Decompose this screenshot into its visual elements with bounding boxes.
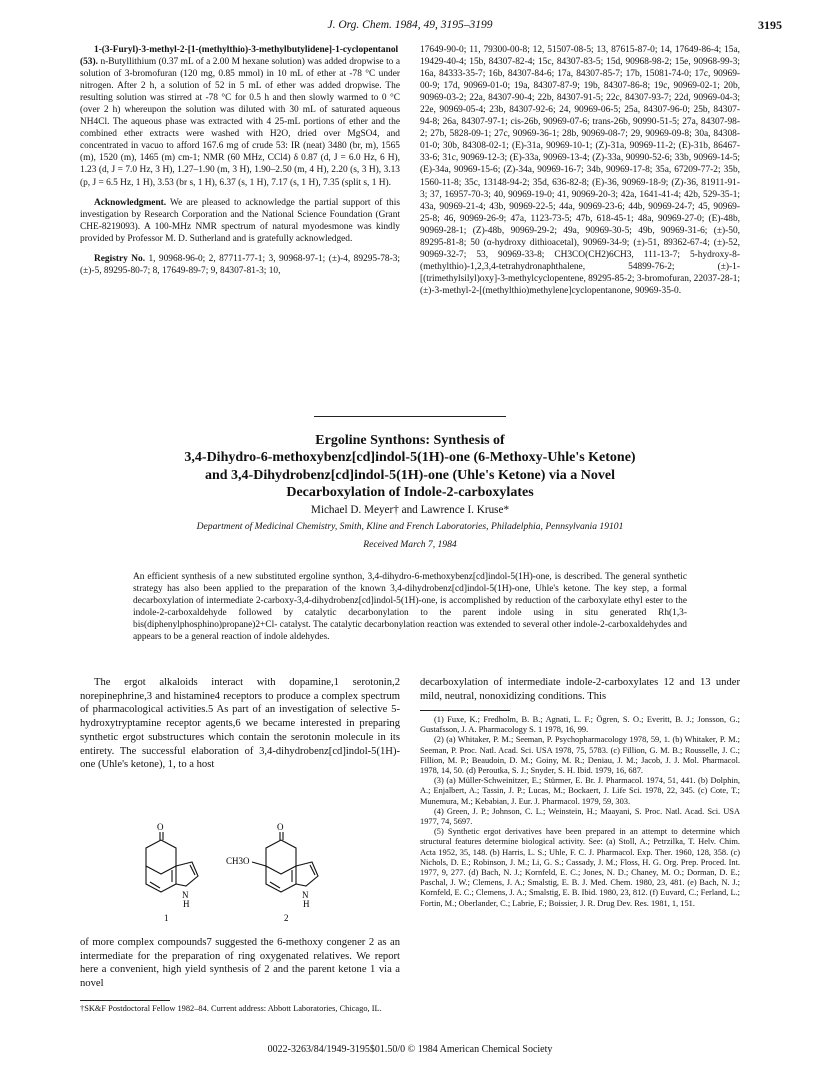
reference-item: (4) Green, J. P.; Johnson, C. L.; Weinstein, H.; Maayani, S. Proc. Natl. Acad. Sci. USA 1977, 74, 5697.	[420, 806, 740, 827]
left-column-top	[80, 44, 400, 277]
structure-2-nitrogen: N	[302, 890, 309, 900]
intro-paragraph-continued	[80, 936, 400, 991]
reference-item: (1) Fuxe, K.; Fredholm, B. B.; Agnati, L. F.; Ögren, S. O.; Everitt, B. J.; Jonsson, G.; Gustafsson, J. A. Pharmacology S. 1 1978, 16, 99.	[420, 715, 740, 735]
page-number: 3195	[758, 18, 782, 32]
title-line-4: Decarboxylation of Indole-2-carboxylates	[286, 485, 534, 501]
section-divider	[314, 416, 506, 417]
reference-item: (5) Synthetic ergot derivatives have been prepared in an attempt to determine which structural features determine biological activity. See: (a) Stoll, A.; Petrzilka, T. Helv. Chim. Acta 1952, 35, 148. (b) Harris, L. S.; Uhle, F. C. J. Pharmacol. Exp. Ther. 1960, 128, 358. (c) Nichols, D. E.; Robinson, J. M.; Li, G. S.; Cassady, J. M.; Floss, H. G. Org. Prep. Proced. Int. 1977, 9, 277. (d) Bach, N. J.; Kornfeld, E. C.; Jones, N. D.; Chaney, M. O.; Dorman, D. E.; Paschal, J. W.; Clemens, J. A.; Smalstig, E. B. J. Med. Chem. 1980, 23, 481. (e) Bach, N. J.; Kornfeld, E. C.; Clemens, J. A.; Smalstig, E. B. Ibid. 1980, 23, 812. (f) Euvard, C.; Ferland, L.; Fortin, M.; Oberlander, C.; Labrie, F.; Boissier, J. R. Drug Dev. Res. 1981, 1, 151.	[420, 827, 740, 908]
author-footnote: †SK&F Postdoctoral Fellow 1982–84. Current address: Abbott Laboratories, Chicago, IL.	[80, 1004, 382, 1013]
authors: Michael D. Meyer† and Lawrence I. Kruse*	[310, 504, 510, 516]
reference-item: (3) (a) Müller-Schweinitzer, E.; Stürmer, E. Br. J. Pharmacol. 1974, 51, 441. (b) Dolphin, A.; Enjalbert, A.; Tassin, J. P.; Lucas, M.; Bockaert, J. Life Sci. 1978, 22, 345. (c) Cote, T.; Munemura, M.; Kebabian, J. Eur. J. Pharmacol. 1979, 59, 303.	[420, 776, 740, 806]
structure-1	[146, 832, 198, 892]
registry-heading: Registry No.	[94, 253, 146, 264]
right-column-top	[420, 44, 740, 297]
title-line-1: Ergoline Synthons: Synthesis of	[315, 433, 505, 448]
structure-2	[252, 832, 318, 892]
title-line-3: and 3,4-Dihydrobenz[cd]indol-5(1H)-one (Uhle's Ketone) via a Novel	[204, 467, 615, 483]
experimental-paragraph	[80, 44, 400, 189]
structure-2-label: 2	[284, 913, 289, 923]
structure-1-label: 1	[164, 913, 169, 923]
registry-paragraph	[80, 253, 400, 277]
references-rule	[420, 710, 510, 711]
structure-2-hydrogen: H	[303, 899, 310, 909]
acknowledgment-heading: Acknowledgment.	[94, 197, 167, 208]
compound-procedure: n-Butyllithium (0.37 mL of a 2.00 M hexane solution) was added dropwise to a solution of 3-bromofuran (120 mg, 0.85 mmol) in 10 mL of ether at -78 °C under nitrogen. After 2 h, a solution of 52 in 5 mL of ether was added dropwise. The resulting solution was stirred at -78 °C for 0.5 h and then slowly warmed to 0 °C (over 2 h) whereupon the solution was diluted with 30 mL of saturated aqueous NH4Cl. The aqueous phase was extracted with 4 25-mL portions of ether and the combined ether extracts were washed with H2O, dried over MgSO4, and concentrated in vacuo to afford 167.6 mg of crude 53: IR (neat) 3480 (br, m), 1565 (m), 1520 (m), 1465 (m) cm-1; NMR (60 MHz, CCl4) δ 0.87 (d, J = 6.0 Hz, 6 H), 1.23 (d, J = 7.0 Hz, 3 H), 1.27–1.90 (m, 3 H), 1.90–2.50 (m, 4 H), 2.20 (s, 3 H), 3.13 (p, J = 6.5 Hz, 1 H), 3.53 (br s, 1 H), 6.37 (s, 1 H), 7.17 (s, 1 H), 7.35 (split s, 1 H).	[80, 57, 401, 188]
compound-title: 1-(3-Furyl)-3-methyl-2-[1-(methylthio)-3-methylbutylidene]-1-cyclopentanol (53).	[80, 45, 399, 68]
structure-2-methoxy: CH3O	[226, 856, 250, 866]
intro-text-continued: of more complex compounds7 suggested the 6-methoxy congener 2 as an intermediate for the preparation of ring oxygenated relatives. We report here a convenient, high yield synthesis of 2 and the parent ketone 1 via a novel	[80, 937, 400, 990]
abstract: An efficient synthesis of a new substituted ergoline synthon, 3,4-dihydro-6-methoxybenz[cd]indol-5(1H)-one, is described. The general synthetic strategy has also been applied to the preparation of the known 3,4-dihydrobenz[cd]indol-5(1H)-one, Uhle's ketone. The key step, a formal decarboxylation of intermediate 2-carboxy-3,4-dihydrobenz[cd]indol-5(1H)-one, is accomplished by reduction of the carboxylate ethyl ester to the indole-2-carboxaldehyde followed by catalytic decarbonylation to the parent indole using in situ generated Rh(1,3-bis(diphenylphosphino)propane)2+Cl- catalyst. The catalytic decarbonylation reaction was extended to several other indole-2-carboxaldehydes and appears to be a general reaction of indole aldehydes.	[133, 572, 687, 643]
received-date: Received March 7, 1984	[363, 539, 457, 550]
article-title	[60, 432, 760, 502]
structure-1-nitrogen: N	[182, 890, 189, 900]
structure-1-hydrogen: H	[183, 899, 190, 909]
reference-item: (2) (a) Whitaker, P. M.; Seeman, P. Psychopharmacology 1978, 59, 1. (b) Whitaker, P. M.; Seeman, P. Proc. Natl. Acad. Sci. USA 1978, 75, 5783. (c) Fillion, G. M. B.; Rousselle, J. C.; Fillion, M. P.; Beaudoin, D. M.; Goiny, M. R.; Deniau, J. M.; Jacob, J. J. Mol. Pharmacol. 1978, 14, 50. (d) Peroutka, S. J.; Snyder, S. H. Ibid. 1979, 16, 687.	[420, 735, 740, 776]
running-header: J. Org. Chem. 1984, 49, 3195–3199	[327, 19, 493, 31]
footnote-rule	[80, 1000, 170, 1001]
references-list	[420, 715, 740, 909]
page-footer: 0022-3263/84/1949-3195$01.50/0 © 1984 American Chemical Society	[267, 1044, 553, 1055]
registry-text: 1, 90968-96-0; 2, 87711-77-1; 3, 90968-97-1; (±)-4, 89295-78-3; (±)-5, 89295-80-7; 8, 17649-89-7; 9, 84307-81-3; 10,	[80, 253, 400, 276]
structure-1-oxygen: O	[157, 822, 164, 832]
intro-text: The ergot alkaloids interact with dopamine,1 serotonin,2 norepinephrine,3 and histamine4 receptors to produce a complex spectrum of pharmacological activities.5 As part of an investigation of selective 5-hydroxytryptamine receptor agents,6 we became interested in preparing synthetic ergot substructures which contain the serotonin molecule in its entirety. The successful elaboration of 3,4-dihydrobenz[cd]indol-5(1H)-one (Uhle's ketone), 1, to a host	[80, 677, 400, 771]
registry-continued: 17649-90-0; 11, 79300-00-8; 12, 51507-08-5; 13, 87615-87-0; 14, 17649-86-4; 15a, 19429-40-4; 15b, 84307-82-4; 15c, 84307-83-5; 15d, 90968-98-2; 15e, 90968-99-3; 16a, 84333-35-7; 16b, 84307-84-6; 17a, 84307-85-7; 17b, 15081-74-0; 17c, 90969-00-9; 17d, 90969-01-0; 19a, 84307-87-9; 19b, 84307-86-8; 19c, 90969-02-1; 20b, 90969-03-2; 22a, 84307-90-4; 22b, 84307-91-5; 22c, 84307-93-7; 22d, 90969-04-3; 22e, 90969-05-4; 23b, 84307-92-6; 24, 90969-06-5; 25a, 84307-96-0; 25b, 84307-94-8; 26a, 84307-97-1; cis-26b, 90969-07-6; trans-26b, 90990-51-5; 27a, 84307-98-2; 27b, 5828-09-1; 27c, 90969-36-1; 28b, 90969-08-7; 29, 90969-09-8; 30a, 84308-01-0; 30b, 84308-02-1; (E)-31a, 90969-10-1; (Z)-31a, 90969-11-2; (E)-31b, 86467-33-6; 31c, 90969-12-3; (E)-33a, 90969-13-4; (Z)-33a, 90990-52-6; 33b, 90969-14-5; (E)-34a, 90969-15-6; (Z)-34a, 90969-16-7; 34b, 90969-17-8; 35a, 67209-77-2; 35b, 1560-11-8; 35c, 13148-94-2; 35d, 636-82-8; (E)-36, 90969-18-9; (Z)-36, 81911-91-3; 37, 16957-70-3; 40, 90969-19-0; 41, 90969-20-3; 42a, 1641-41-4; 42b, 529-35-1; 43a, 90969-21-4; 43b, 90969-22-5; 44a, 90969-23-6; 44b, 90969-24-7; 45, 90969-25-8; 46, 90969-26-9; 47a, 1123-73-5; 47b, 618-45-1; 48a, 90969-27-0; (E)-48b, 90969-28-1; (Z)-48b, 90969-29-2; 49a, 90969-30-5; 49b, 90969-31-6; (±)-50, 89295-81-8; 50 (α-hydroxy dithioacetal), 90969-34-9; (±)-51, 89362-67-4; (±)-52, 90969-32-7; 53, 90969-33-8; CH3CO(CH2)6CH3, 111-13-7; 5-hydroxy-8-(methylthio)-1,2,3,4-tetrahydronaphthalene, 54899-76-2; (±)-1-[(trimethylsilyl)oxy]-3-methylcyclopentene, 89295-85-2; 3-bromofuran, 22037-28-1; (±)-3-methyl-2-[(methylthio)methylene]cyclopentanone, 90969-35-0.	[420, 45, 740, 296]
affiliation: Department of Medicinal Chemistry, Smith, Kline and French Laboratories, Philadelphia, Pennsylvania 19101	[196, 521, 624, 532]
right-body-paragraph: decarboxylation of intermediate indole-2-carboxylates 12 and 13 under mild, neutral, nonoxidizing conditions. This	[420, 677, 740, 702]
acknowledgment-text: We are pleased to acknowledge the partial support of this investigation by Research Corporation and the National Science Foundation (Grant CHE-8219093). A 100-MHz NMR spectrum of natural myodesmone was kindly provided by Professor M. D. Sutherland and is gratefully acknowledged.	[80, 197, 400, 244]
acknowledgment-paragraph	[80, 197, 400, 245]
chemical-structures	[120, 818, 370, 928]
structure-2-oxygen: O	[277, 822, 284, 832]
title-line-2: 3,4-Dihydro-6-methoxybenz[cd]indol-5(1H)-one (6-Methoxy-Uhle's Ketone)	[184, 450, 636, 466]
intro-paragraph	[80, 676, 400, 772]
